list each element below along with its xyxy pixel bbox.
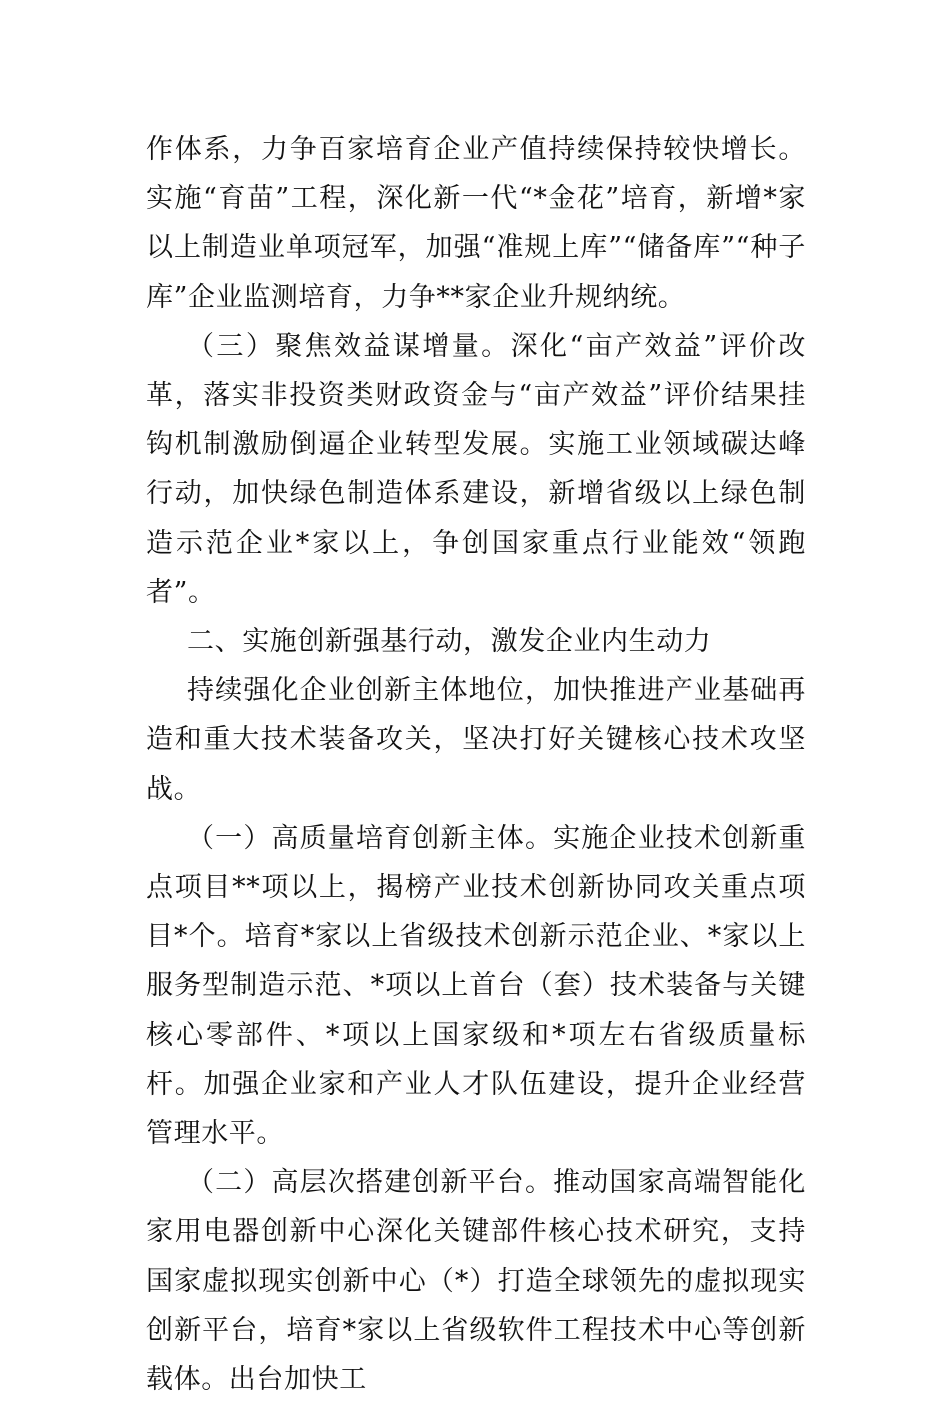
- paragraph-4: （一）高质量培育创新主体。实施企业技术创新重点项目**项以上，揭榜产业技术创新协同攻关重点项目*个。培育*家以上省级技术创新示范企业、*家以上服务型制造示范、*项以上首台（套）技术装备与关键核心零部件、*项以上国家级和*项左右省级质量标杆。加强企业家和产业人才队伍建设，提升企业经营管理水平。: [146, 822, 806, 1150]
- paragraph-5: （二）高层次搭建创新平台。推动国家高端智能化家用电器创新中心深化关键部件核心技术研究，支持国家虚拟现实创新中心（*）打造全球领先的虚拟现实创新平台，培育*家以上省级软件工程技术中心等创新载体。出台加快工: [146, 1167, 806, 1396]
- paragraph-3: 持续强化企业创新主体地位，加快推进产业基础再造和重大技术装备攻关，坚决打好关键核心技术攻坚战。: [146, 675, 806, 805]
- paragraph-2: （三）聚焦效益谋增量。深化“亩产效益”评价改革，落实非投资类财政资金与“亩产效益”评价结果挂钩机制激励倒逼企业转型发展。实施工业领域碳达峰行动，加快绿色制造体系建设，新增省级以上绿色制造示范企业*家以上，争创国家重点行业能效“领跑者”。: [146, 330, 806, 608]
- paragraph-1: 作体系，力争百家培育企业产值持续保持较快增长。实施“育苗”工程，深化新一代“*金花”培育，新增*家以上制造业单项冠军，加强“准规上库”“储备库”“种子库”企业监测培育，力争**家企业升规纳统。: [146, 134, 806, 313]
- section-heading: 二、实施创新强基行动，激发企业内生动力: [187, 626, 712, 658]
- document-body: [146, 125, 806, 1404]
